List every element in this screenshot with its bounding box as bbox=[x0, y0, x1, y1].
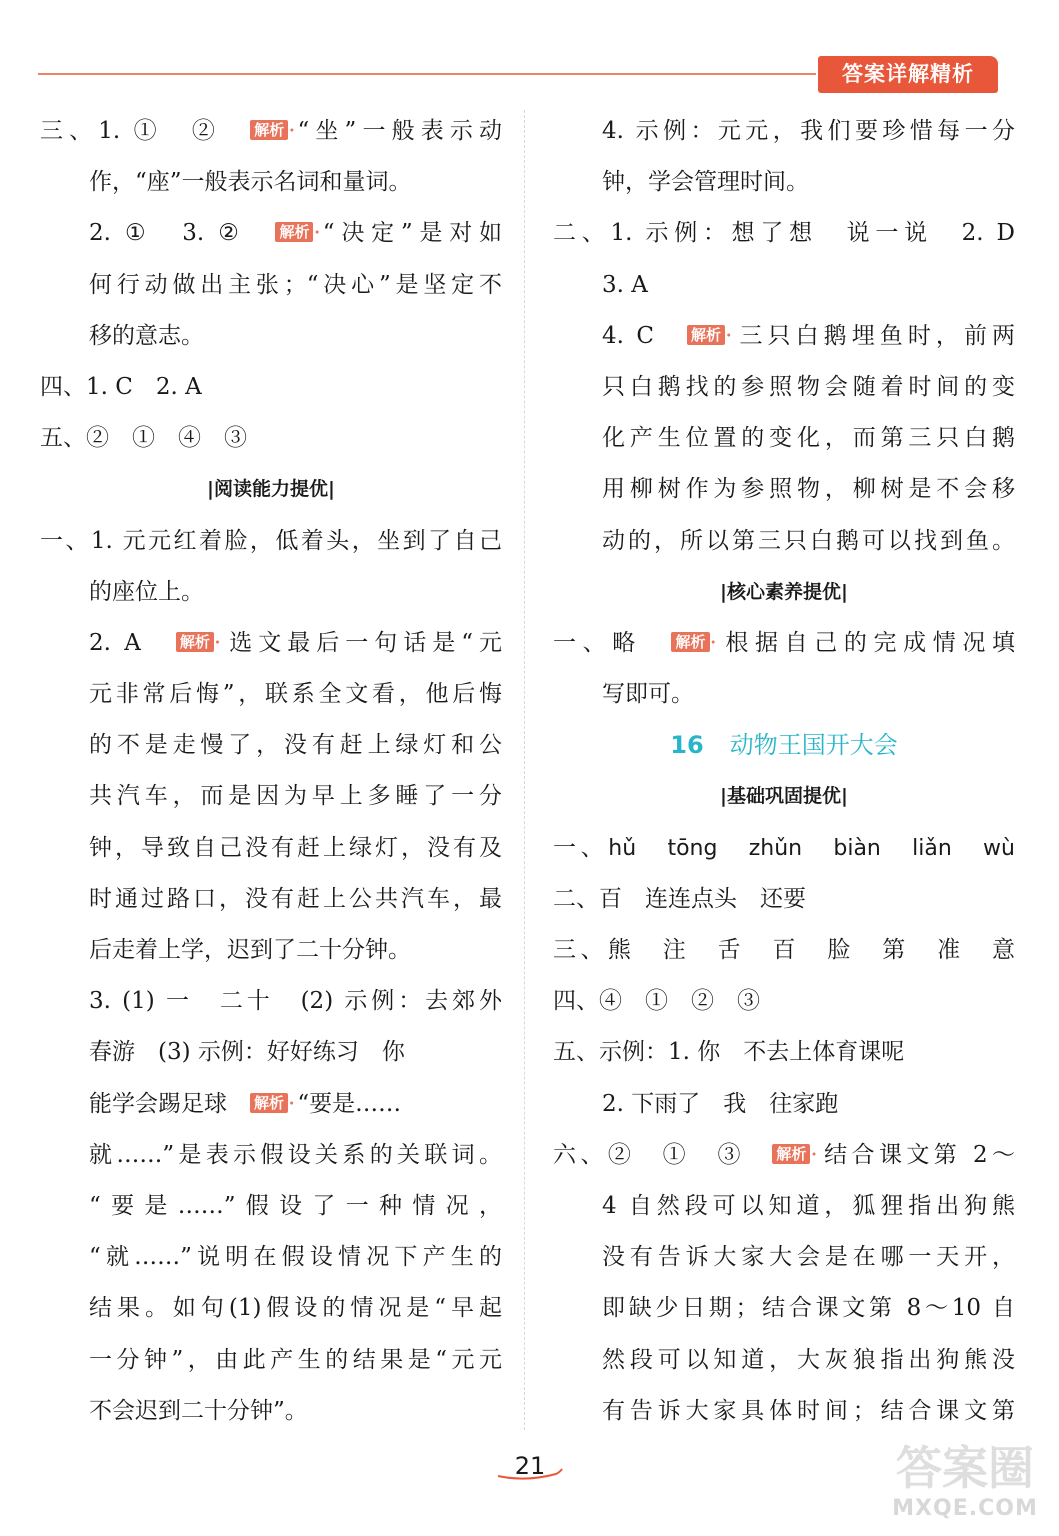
answer-text: 2. ① 3. ② bbox=[89, 220, 276, 247]
answer-line bbox=[40, 618, 502, 669]
answer-text: “决定”是对如 bbox=[322, 220, 502, 247]
answer-line bbox=[553, 106, 1015, 157]
answer-text: 然段可以知道，大灰狼指出狗熊没 bbox=[602, 1346, 1015, 1373]
analysis-badge: 解析 bbox=[687, 325, 725, 345]
answer-text: 的座位上。 bbox=[89, 578, 204, 605]
answer-text: 钟，导致自己没有赶上绿灯，没有及 bbox=[89, 834, 502, 861]
answer-text: 三只白鹅埋鱼时，前两 bbox=[734, 322, 1015, 349]
answer-text: 有告诉大家具体时间；结合课文第 bbox=[602, 1397, 1015, 1424]
page-number: 21 bbox=[514, 1452, 546, 1480]
answer-text: 六、② ① ③ bbox=[553, 1141, 773, 1168]
answer-text: 一分钟”，由此产生的结果是“元元 bbox=[89, 1346, 502, 1373]
answer-text: 就……”是表示假设关系的关联词。 bbox=[89, 1141, 502, 1168]
answer-line bbox=[40, 516, 502, 567]
answer-line bbox=[553, 157, 1015, 208]
answer-line bbox=[40, 1181, 502, 1232]
answer-line bbox=[40, 260, 502, 311]
answer-text: 四、1. C 2. A bbox=[40, 373, 202, 400]
badge-dot: · bbox=[709, 629, 717, 656]
answer-text: 钟，学会管理时间。 bbox=[602, 169, 809, 196]
section-heading: |核心素养提优| bbox=[720, 580, 848, 603]
answer-text: 结合课文第 2～ bbox=[819, 1141, 1015, 1168]
answer-text: 一、略 bbox=[553, 629, 672, 656]
answer-line bbox=[40, 106, 502, 157]
analysis-badge: 解析 bbox=[275, 222, 313, 242]
answer-line bbox=[40, 1130, 502, 1181]
answer-text: 2. 下雨了 我 往家跑 bbox=[602, 1090, 839, 1117]
answer-line bbox=[553, 311, 1015, 362]
answer-text: 3. (1) 一 二十 (2) 示例：去郊外 bbox=[89, 988, 502, 1015]
header-rule bbox=[38, 73, 816, 75]
answer-line bbox=[553, 1181, 1015, 1232]
right-column bbox=[553, 106, 1015, 1437]
answer-line bbox=[553, 464, 1015, 515]
answer-line bbox=[553, 618, 1015, 669]
answer-line bbox=[40, 1079, 502, 1130]
answer-line bbox=[40, 1386, 502, 1437]
analysis-badge: 解析 bbox=[250, 1093, 288, 1113]
answer-text: 春游 (3) 示例：好好练习 你 bbox=[89, 1039, 405, 1066]
answer-text: 选文最后一句话是“元 bbox=[223, 629, 502, 656]
analysis-badge: 解析 bbox=[250, 120, 288, 140]
answer-text: 即缺少日期；结合课文第 8～10 自 bbox=[602, 1295, 1015, 1322]
answer-line bbox=[553, 1232, 1015, 1283]
answer-text: 用柳树作为参照物，柳树是不会移 bbox=[602, 476, 1015, 503]
page-number-swoosh bbox=[496, 1468, 564, 1482]
answer-line bbox=[40, 823, 502, 874]
answer-text: 作，“座”一般表示名词和量词。 bbox=[89, 169, 412, 196]
answer-line bbox=[553, 1027, 1015, 1078]
answer-line bbox=[40, 413, 502, 464]
answer-text: 写即可。 bbox=[602, 681, 694, 708]
lesson-title bbox=[553, 720, 1015, 771]
section-heading: |阅读能力提优| bbox=[207, 478, 335, 501]
answer-line bbox=[553, 925, 1015, 976]
answer-line bbox=[40, 874, 502, 925]
answer-line bbox=[40, 1027, 502, 1078]
answer-text: 的不是走慢了，没有赶上绿灯和公 bbox=[89, 732, 502, 759]
answer-line bbox=[553, 669, 1015, 720]
column-divider bbox=[524, 110, 525, 1430]
answer-line bbox=[553, 1283, 1015, 1334]
answer-text: “要是……”假设了一种情况， bbox=[89, 1192, 502, 1219]
lesson-number: 16 bbox=[670, 731, 704, 760]
answer-line bbox=[553, 874, 1015, 925]
watermark-logo: 答案圈 bbox=[896, 1441, 1034, 1495]
answer-text: “坐”一般表示动 bbox=[297, 118, 502, 144]
answer-text: 4. 示例：元元，我们要珍惜每一分 bbox=[602, 118, 1015, 144]
answer-line bbox=[553, 976, 1015, 1027]
answer-text: 时通过路口，没有赶上公共汽车，最 bbox=[89, 885, 502, 912]
answer-line bbox=[40, 669, 502, 720]
answer-line bbox=[553, 260, 1015, 311]
badge-dot: · bbox=[213, 629, 222, 656]
answer-text: 二、百 连连点头 还要 bbox=[553, 885, 806, 912]
answer-text: 4 自然段可以知道，狐狸指出狗熊 bbox=[602, 1192, 1015, 1219]
answer-text: 根据自己的完成情况填 bbox=[718, 629, 1016, 656]
badge-dot: · bbox=[288, 118, 296, 144]
answer-text: 2. A bbox=[89, 629, 176, 656]
answer-text: “要是…… bbox=[297, 1090, 402, 1117]
analysis-badge: 解析 bbox=[671, 632, 709, 652]
answer-line bbox=[40, 157, 502, 208]
answer-text: 三、1. ① ② bbox=[40, 118, 251, 144]
answer-text: 移的意志。 bbox=[89, 322, 204, 349]
answer-line bbox=[40, 208, 502, 259]
answer-text: 五、示例：1. 你 不去上体育课呢 bbox=[553, 1039, 905, 1066]
badge-dot: · bbox=[313, 220, 321, 247]
answer-text: 能学会踢足球 bbox=[89, 1090, 250, 1117]
answer-text: 没有告诉大家大会是在哪一天开， bbox=[602, 1244, 1015, 1271]
analysis-badge: 解析 bbox=[772, 1144, 810, 1164]
badge-dot: · bbox=[288, 1090, 296, 1117]
answer-line bbox=[40, 925, 502, 976]
answer-text: 3. A bbox=[602, 271, 648, 298]
answer-text: 一、 bbox=[553, 834, 609, 861]
header-tag: 答案详解精析 bbox=[818, 56, 998, 93]
answer-line bbox=[553, 516, 1015, 567]
answer-text: 元非常后悔”，联系全文看，他后悔 bbox=[89, 681, 502, 708]
answer-line bbox=[40, 1283, 502, 1334]
answer-text: 五、② ① ④ ③ bbox=[40, 425, 247, 452]
left-column bbox=[40, 106, 502, 1437]
answer-line bbox=[40, 1335, 502, 1386]
answer-text: 共汽车，而是因为早上多睡了一分 bbox=[89, 783, 502, 810]
answer-line bbox=[553, 362, 1015, 413]
badge-dot: · bbox=[725, 322, 733, 349]
answer-text: 三、熊 注 舌 百 脸 第 准 意 bbox=[553, 937, 1015, 963]
answer-text: “就……”说明在假设情况下产生的 bbox=[89, 1244, 502, 1271]
watermark-url: MXQE.COM bbox=[892, 1496, 1038, 1521]
badge-dot: · bbox=[810, 1141, 818, 1168]
answer-line bbox=[553, 1386, 1015, 1437]
answer-line bbox=[553, 823, 1015, 874]
answer-line bbox=[553, 413, 1015, 464]
answer-line bbox=[553, 1335, 1015, 1386]
answer-text: 二、1. 示例：想了想 说一说 2. D bbox=[553, 220, 1015, 247]
watermark bbox=[880, 1440, 1050, 1530]
answer-text: 动的，所以第三只白鹅可以找到鱼。 bbox=[602, 527, 1015, 554]
answer-line bbox=[553, 208, 1015, 259]
pinyin-text: hǔ tōng zhǔn biàn liǎn wù bbox=[608, 835, 1015, 861]
answer-text: 4. C bbox=[602, 322, 688, 349]
answer-line bbox=[40, 311, 502, 362]
answer-line bbox=[40, 1232, 502, 1283]
answer-text: 化产生位置的变化，而第三只白鹅 bbox=[602, 425, 1015, 452]
answer-text: 何行动做出主张；“决心”是坚定不 bbox=[89, 271, 502, 298]
answer-text: 一、1. 元元红着脸，低着头，坐到了自己 bbox=[40, 527, 502, 554]
answer-line bbox=[553, 1130, 1015, 1181]
lesson-name: 动物王国开大会 bbox=[729, 731, 898, 760]
answer-line bbox=[40, 771, 502, 822]
answer-line bbox=[40, 567, 502, 618]
answer-line bbox=[553, 1079, 1015, 1130]
analysis-badge: 解析 bbox=[176, 632, 214, 652]
answer-line bbox=[40, 362, 502, 413]
answer-line bbox=[40, 976, 502, 1027]
answer-text: 不会迟到二十分钟”。 bbox=[89, 1397, 308, 1424]
answer-line bbox=[40, 720, 502, 771]
answer-text: 后走着上学，迟到了二十分钟。 bbox=[89, 937, 411, 963]
answer-text: 结果。如句(1)假设的情况是“早起 bbox=[89, 1295, 502, 1322]
section-heading: |基础巩固提优| bbox=[720, 785, 848, 808]
answer-text: 四、④ ① ② ③ bbox=[553, 988, 760, 1015]
answer-text: 只白鹅找的参照物会随着时间的变 bbox=[602, 373, 1015, 400]
